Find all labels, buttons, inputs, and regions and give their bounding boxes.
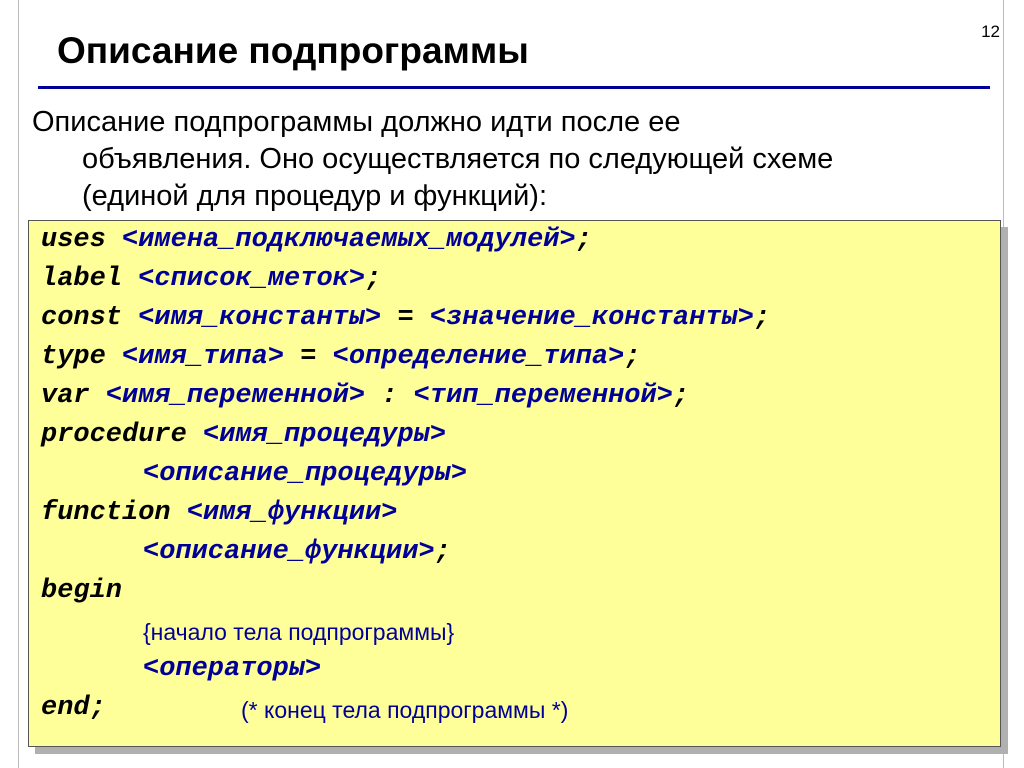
- punct: =: [381, 303, 430, 333]
- code-line-procedure-body: [143, 459, 467, 489]
- comment: (* конец тела подпрограммы *): [241, 697, 569, 723]
- code-line-label: [41, 264, 381, 294]
- placeholder: <имя_типа>: [122, 342, 285, 372]
- punct: ;: [672, 381, 690, 411]
- code-line-begin: [41, 576, 122, 606]
- code-line-uses: [41, 225, 592, 255]
- keyword: label: [41, 264, 123, 294]
- code-line-end: [41, 693, 106, 723]
- placeholder: <описание_функции>: [143, 537, 435, 567]
- keyword: end;: [41, 693, 106, 723]
- intro-line-2: объявления. Оно осуществляется по следующей схеме: [82, 143, 834, 175]
- keyword: var: [41, 381, 90, 411]
- keyword: function: [41, 498, 171, 528]
- code-line-type: [41, 342, 641, 372]
- punct: ;: [575, 225, 592, 255]
- placeholder: <значение_константы>: [429, 303, 754, 333]
- code-line-const: [41, 303, 770, 333]
- code-line-var: [41, 381, 689, 411]
- code-line-procedure: [41, 420, 446, 450]
- placeholder: <операторы>: [143, 654, 322, 684]
- placeholder: <имена_подключаемых_модулей>: [122, 225, 576, 255]
- intro-line-3: (единой для процедур и функций):: [82, 180, 548, 212]
- placeholder: <имя_функции>: [186, 498, 398, 528]
- punct: =: [284, 342, 333, 372]
- keyword: uses: [41, 225, 106, 255]
- slide-number: 12: [981, 22, 1000, 41]
- code-line-end-comment: [241, 697, 568, 727]
- placeholder: <список_меток>: [138, 264, 366, 294]
- punct: ;: [365, 264, 382, 294]
- code-line-function-body: [143, 537, 451, 567]
- keyword: const: [41, 303, 123, 333]
- punct: ;: [753, 303, 771, 333]
- intro-line-1: Описание подпрограммы должно идти после ее: [32, 106, 681, 138]
- code-line-function: [41, 498, 397, 528]
- code-line-operators: [143, 654, 321, 684]
- slide-title: Описание подпрограммы: [57, 30, 529, 71]
- keyword: begin: [41, 576, 123, 606]
- title-rule: [38, 86, 990, 89]
- keyword: procedure: [41, 420, 187, 450]
- intro-paragraph: [32, 104, 982, 215]
- placeholder: <имя_процедуры>: [203, 420, 447, 450]
- code-block: [28, 220, 1001, 747]
- keyword: type: [41, 342, 106, 372]
- punct: ;: [434, 537, 451, 567]
- punct: :: [365, 381, 414, 411]
- comment: {начало тела подпрограммы}: [143, 619, 455, 645]
- placeholder: <определение_типа>: [332, 342, 625, 372]
- placeholder: <тип_переменной>: [413, 381, 673, 411]
- code-line-begin-comment: [143, 619, 454, 649]
- placeholder: <имя_константы>: [138, 303, 382, 333]
- punct: ;: [624, 342, 641, 372]
- placeholder: <имя_переменной>: [105, 381, 366, 411]
- placeholder: <описание_процедуры>: [143, 459, 468, 489]
